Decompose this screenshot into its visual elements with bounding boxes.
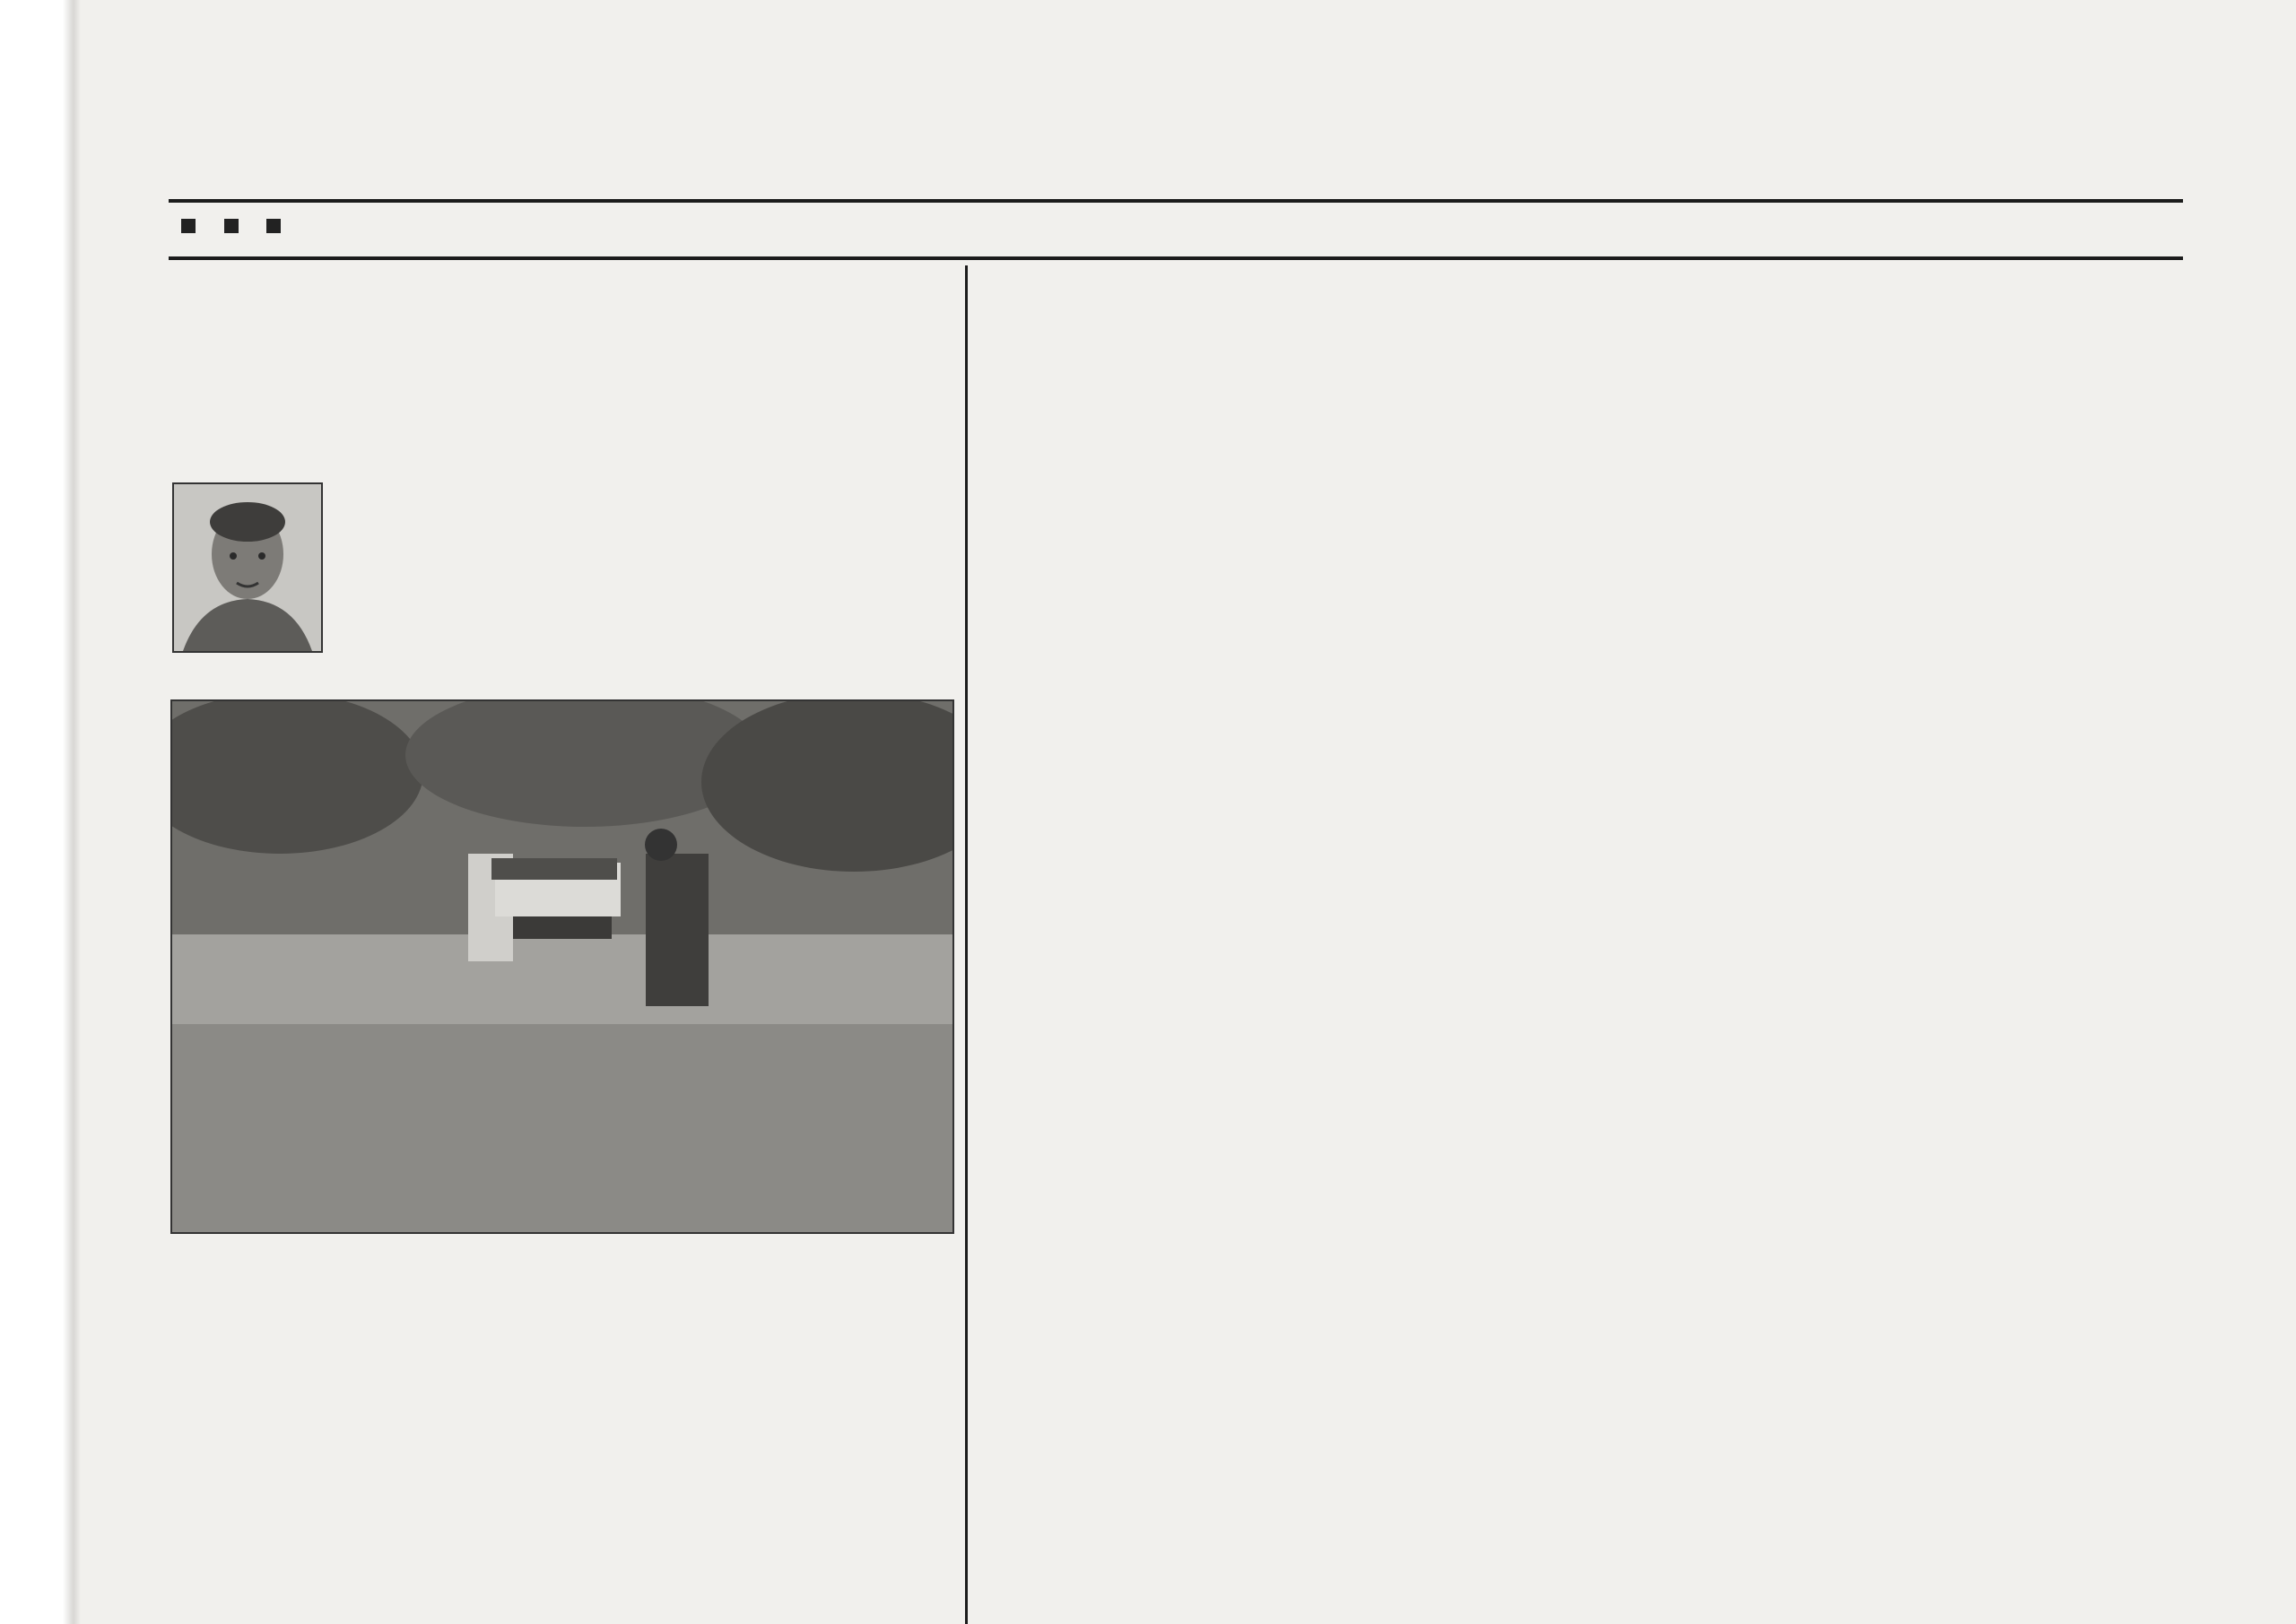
masthead-bottom-rule [169, 256, 2183, 260]
masthead [170, 208, 2179, 244]
separator-square-icon [181, 219, 196, 233]
author-portrait [172, 482, 323, 653]
column-divider [965, 265, 968, 1624]
left-intro-column [334, 484, 545, 637]
top-rule [169, 199, 2183, 203]
separator-square-icon [224, 219, 239, 233]
left-headline-line1 [170, 280, 951, 366]
left-col2-top [570, 484, 954, 696]
separator-square-icon [266, 219, 281, 233]
page-fold-shadow [0, 0, 81, 1624]
left-intro-fullline [170, 660, 545, 696]
left-headline-line2 [170, 377, 951, 463]
relief-distribution-photo [170, 699, 954, 1234]
